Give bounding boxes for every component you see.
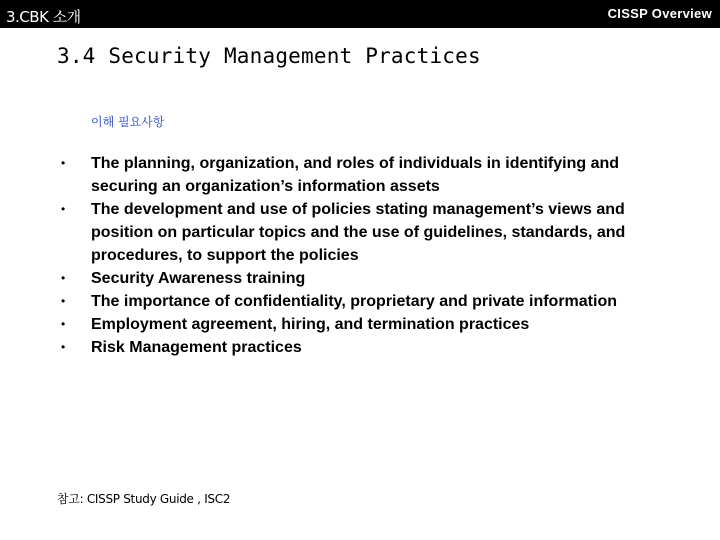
bullet-text: Security Awareness training xyxy=(91,270,306,287)
bullet-text: The importance of confidentiality, proprietary and private information xyxy=(91,293,617,310)
bullet-marker-icon: • xyxy=(61,340,66,354)
header-bar xyxy=(0,0,720,28)
bullet-text: Risk Management practices xyxy=(91,339,302,356)
bullet-marker-icon: • xyxy=(61,294,66,308)
course-title: CISSP Overview xyxy=(607,6,712,21)
bullet-text: Employment agreement, hiring, and termination practices xyxy=(91,316,530,333)
list-item xyxy=(57,267,687,290)
list-item xyxy=(57,313,687,336)
bullet-marker-icon: • xyxy=(61,271,66,285)
bullet-text: The development and use of policies stating management’s views and position on particular topics and the use of guidelines, standards, and procedures, to support the policies xyxy=(91,201,626,264)
bullet-marker-icon: • xyxy=(61,202,66,216)
section-title: 3.CBK 소개 xyxy=(6,8,81,26)
list-item xyxy=(57,152,687,198)
slide-title: 3.4 Security Management Practices xyxy=(57,44,481,68)
bullet-marker-icon: • xyxy=(61,317,66,331)
bullet-text: The planning, organization, and roles of individuals in identifying and securing an organization’s information assets xyxy=(91,155,620,195)
list-item xyxy=(57,290,687,313)
reference-footnote: 참고: CISSP Study Guide , ISC2 xyxy=(57,492,231,506)
list-item xyxy=(57,336,687,359)
bullet-marker-icon: • xyxy=(61,156,66,170)
subheading: 이해 필요사항 xyxy=(91,115,165,129)
bullet-list xyxy=(57,152,687,359)
list-item xyxy=(57,198,687,267)
